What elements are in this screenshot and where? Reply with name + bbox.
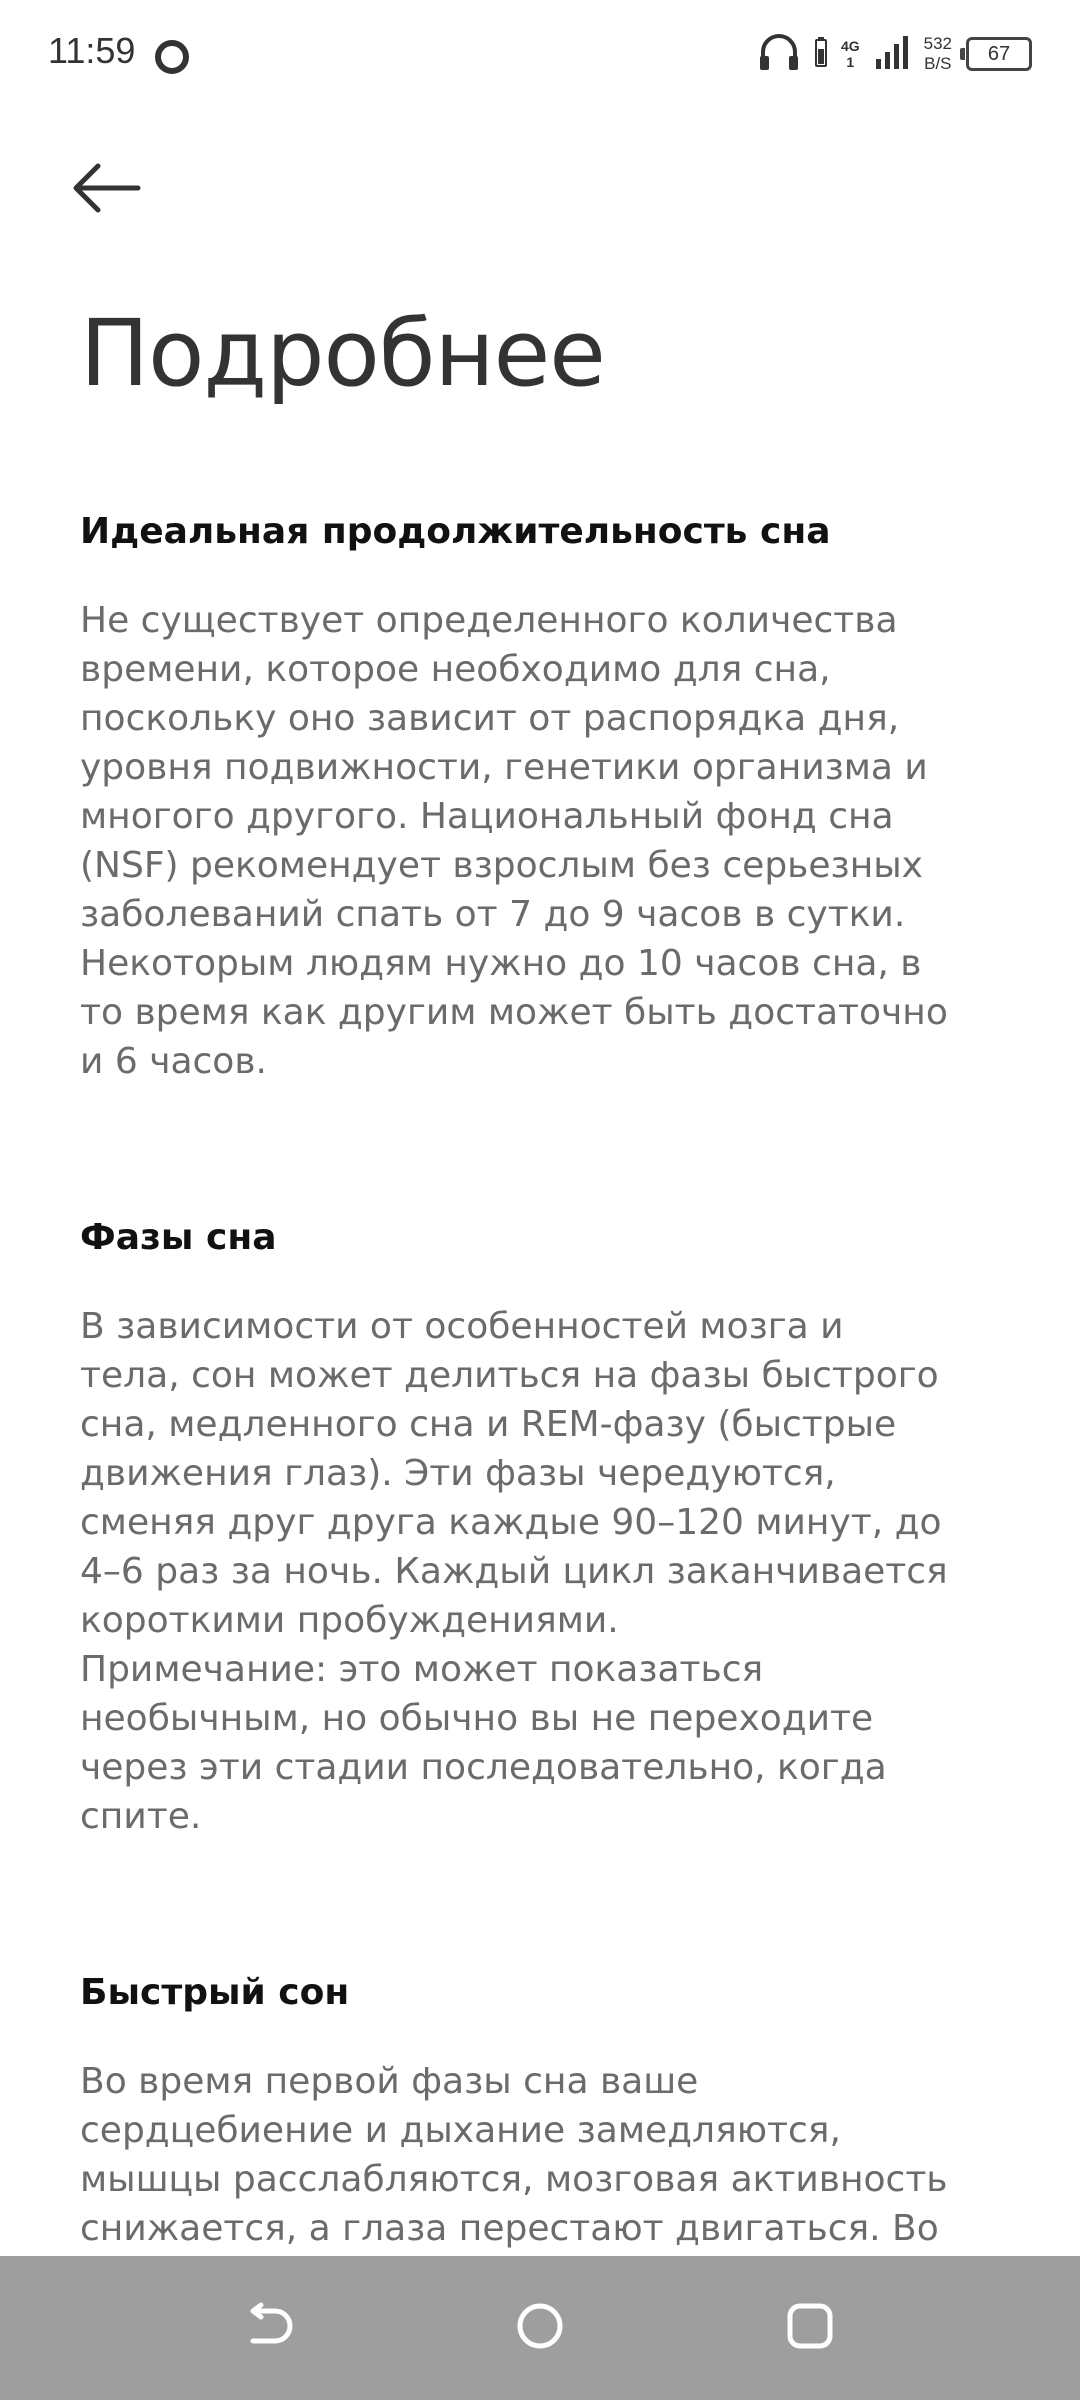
page-title: Подробнее [80, 300, 605, 407]
battery-level: 67 [987, 43, 1011, 65]
battery-icon [966, 37, 1032, 71]
navigation-bar [0, 2256, 1080, 2400]
headphones-icon [757, 32, 801, 77]
section-sleep-phases [80, 1206, 1020, 1841]
nav-back-button[interactable] [236, 2296, 300, 2360]
nav-home-icon [515, 2301, 565, 2355]
section-heading: Быстрый сон [80, 1972, 350, 2013]
section-body: Во время первой фазы сна ваше сердцебиение и дыхание замедляются, мышцы расслабляются, мозговая активность снижается, а глаза перестают двигаться. Во [80, 2061, 948, 2249]
back-button[interactable] [70, 150, 170, 230]
content [80, 500, 1020, 2400]
small-battery-icon [815, 37, 827, 72]
arrow-left-icon [70, 162, 142, 218]
nav-recents-icon [785, 2301, 835, 2355]
section-heading: Фазы сна [80, 1217, 277, 1258]
nav-home-button[interactable] [508, 2296, 572, 2360]
status-circle-icon [155, 40, 189, 74]
network-speed [924, 34, 952, 74]
section-body: В зависимости от особенностей мозга и тела, сон может делиться на фазы быстрого сна, медленного сна и REM-фазу (быстрые движения глаз). Эти фазы чередуются, сменяя друг друга каждые 90–120 минут, до 4–6 раз за ночь. Каждый цикл заканчивается короткими пробуждениями. Примечание: это может показаться необычным, но обычно вы не переходите через эти стадии последовательно, когда спите. [80, 1306, 948, 1837]
status-bar [0, 0, 1080, 110]
network-sub-label: 1 [846, 54, 855, 70]
nav-back-icon [243, 2301, 293, 2355]
status-time: 11:59 [48, 30, 136, 71]
section-ideal-duration [80, 500, 1020, 1086]
status-icons [757, 32, 1032, 76]
network-type-label: 4G [840, 38, 860, 54]
speed-unit: B/S [924, 54, 952, 73]
network-type [841, 38, 860, 70]
signal-icon [874, 35, 910, 74]
section-heading: Идеальная продолжительность сна [80, 511, 831, 552]
speed-value: 532 [923, 34, 952, 53]
nav-recents-button[interactable] [778, 2296, 842, 2360]
section-body: Не существует определенного количества времени, которое необходимо для сна, поскольку оно зависит от распорядка дня, уровня подвижности, генетики организма и многого другого. Национальный фонд сна (NSF) рекомендует взрослым без серьезных заболеваний спать от 7 до 9 часов в сутки. Некоторым людям нужно до 10 часов сна, в то время как другим может быть достаточно и 6 часов. [80, 600, 948, 1082]
section-fast-sleep [80, 1961, 1020, 2302]
